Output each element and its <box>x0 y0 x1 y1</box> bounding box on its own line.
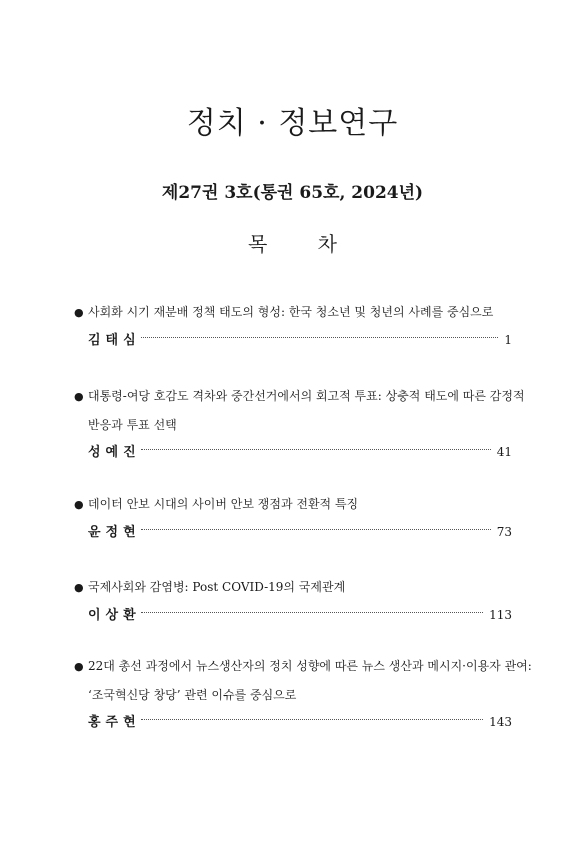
article-title[interactable]: ● 22대 총선 과정에서 뉴스생산자의 정치 성향에 따른 뉴스 생산과 메시지·이용자 관여: <box>74 652 512 681</box>
dot-leader <box>141 612 483 613</box>
author-name: 이상환 <box>88 608 141 623</box>
author-line <box>74 602 512 628</box>
issue-info: 제27권 3호(통권 65호, 2024년) <box>161 183 424 203</box>
author-line <box>74 709 512 735</box>
toc-entry[interactable] <box>74 652 532 735</box>
author-name: 윤정현 <box>88 525 141 540</box>
journal-title: 정치 · 정보연구 <box>186 106 399 141</box>
bullet-icon: ● <box>74 390 84 403</box>
page-number: 73 <box>496 525 512 539</box>
page-number: 1 <box>504 333 512 347</box>
bullet-icon: ● <box>74 660 84 673</box>
article-title-continued: 반응과 투표 선택 <box>88 418 177 432</box>
author-line <box>74 439 512 465</box>
author-line <box>74 519 512 545</box>
toc-entry[interactable] <box>74 490 512 545</box>
dot-leader <box>141 529 491 530</box>
article-title[interactable]: ● 데이터 안보 시대의 사이버 안보 쟁점과 전환적 특징 <box>74 490 512 519</box>
page-number: 41 <box>496 445 512 459</box>
toc-entry[interactable] <box>74 382 525 465</box>
toc-heading: 목 차 <box>248 232 359 256</box>
bullet-icon: ● <box>74 498 84 511</box>
article-title[interactable]: ● 사회화 시기 재분배 정책 태도의 형성: 한국 청소년 및 청년의 사례를 중심으로 <box>74 298 512 327</box>
toc-entry[interactable] <box>74 573 512 628</box>
bullet-icon: ● <box>74 306 84 319</box>
author-name: 홍주현 <box>88 715 141 730</box>
bullet-icon: ● <box>74 581 84 594</box>
dot-leader <box>141 719 483 720</box>
article-title[interactable]: ● 대통령-여당 호감도 격차와 중간선거에서의 회고적 투표: 상충적 태도에 따른 감정적 <box>74 382 512 411</box>
toc-entry[interactable] <box>74 298 512 353</box>
author-line <box>74 327 512 353</box>
author-name: 성예진 <box>88 445 141 460</box>
page-number: 143 <box>489 715 512 729</box>
article-title[interactable]: ● 국제사회와 감염병: Post COVID-19의 국제관계 <box>74 573 512 602</box>
author-name: 김태심 <box>88 333 141 348</box>
article-title-continued: ‘조국혁신당 창당’ 관련 이슈를 중심으로 <box>88 688 297 702</box>
dot-leader <box>141 449 491 450</box>
page-number: 113 <box>489 608 512 622</box>
dot-leader <box>141 337 499 338</box>
